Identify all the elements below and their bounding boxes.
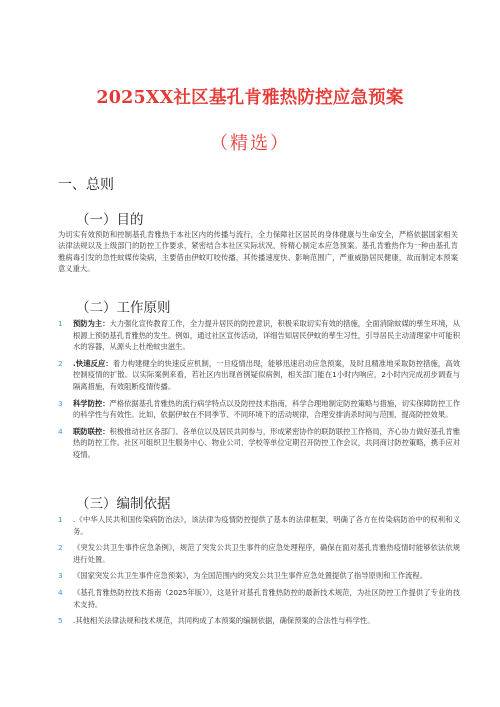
- list-number: 2: [58, 543, 63, 553]
- list-text: 大力强化宣传教育工作，全力提升居民的防控意识，积极采取切实有效的措施，全面消除蚊媒的孳生环境，从根源上预防基孔肯雅热的发生。例如，通过社区宣传活动，详细告知居民伊蚊的孳生习性，引导居民主动清理家中可能积水的容器，从源头上杜绝蚊虫滋生。: [73, 319, 461, 352]
- list-item: [58, 542, 460, 565]
- list-item: [58, 426, 460, 461]
- basis-list: [58, 514, 460, 632]
- list-number: 4: [58, 587, 63, 597]
- subheading-purpose: （一）目的: [76, 212, 144, 228]
- list-item: [58, 398, 460, 421]
- list-item: [58, 514, 460, 537]
- list-number: 4: [58, 426, 63, 436]
- list-number: 3: [58, 398, 63, 408]
- list-text: 《基孔肯雅热防控技术指南（2025年版）》，这是针对基孔肯雅热防控的最新技术规范，为社区防控工作提供了专业的技术支持。: [73, 587, 460, 609]
- subheading-principles: （二）工作原则: [76, 300, 171, 316]
- list-text: 着力构建健全的快速反应机制，一旦疫情出现，能够迅速启动应急预案，及时且精准地采取防控措施，高效控制疫情的扩散。以实际案例来看，若社区内出现首例疑似病例，相关部门能在1小时内响应，2小时内完成初步调查与隔离措施，有效阻断疫情传播。: [73, 358, 460, 391]
- list-number: 3: [58, 571, 63, 581]
- list-term: 科学防控：: [73, 398, 110, 408]
- document-subtitle: （精选）: [210, 133, 290, 154]
- list-number: 1: [58, 319, 63, 328]
- list-text: 严格依据基孔肯雅热的流行病学特点以及防控技术指南，科学合理地制定防控策略与措施，切实保障防控工作的科学性与有效性。比如，依据伊蚊在不同季节、不同环境下的活动规律，合理安排消杀时间与范围，提高防控效果。: [73, 398, 461, 420]
- list-item: [58, 615, 460, 627]
- purpose-paragraph: 为切实有效预防和控制基孔肯雅热于本社区内的传播与流行，全力保障社区居民的身体健康与生命安全，严格依据国家相关法律法规以及上级部门的防控工作要求，紧密结合本社区实际状况，特精心制定本应急预案。基孔肯雅热作为一种由基孔肯雅病毒引发的急性蚊媒传染病，主要借由伊蚊叮咬传播，其传播速度快、影响范围广，严重威胁居民健康，故而制定本预案意义重大。: [58, 230, 458, 274]
- list-item: [58, 570, 460, 582]
- subheading-basis: （三）编制依据: [76, 496, 171, 512]
- list-text: 《突发公共卫生事件应急条例》，规范了突发公共卫生事件的应急处理程序，确保在面对基孔肯雅热疫情时能够依法依规进行处置。: [73, 543, 460, 564]
- list-text: 积极推动社区各部门、各单位以及居民共同参与，形成紧密协作的联防联控工作格局，齐心协力做好基孔肯雅热的防控工作。社区可组织卫生服务中心、物业公司、学校等单位定期召开防控工作会议，共同商讨防控策略，携手应对疫情。: [73, 426, 461, 459]
- list-item: [58, 587, 460, 610]
- list-term: 联防联控：: [73, 426, 110, 436]
- list-term: .快速反应：: [73, 358, 113, 368]
- list-number: 2: [58, 358, 63, 368]
- list-item: [58, 318, 460, 353]
- list-number: 1: [58, 515, 63, 524]
- list-number: 5: [58, 616, 63, 626]
- principles-list: [58, 318, 460, 466]
- document-title: 2025XX社区基孔肯雅热防控应急预案: [96, 88, 404, 108]
- list-text: .《中华人民共和国传染病防治法》，该法律为疫情防控提供了基本的法律框架，明确了各方在传染病防治中的权利和义务。: [73, 515, 460, 536]
- section-heading-general: 一、总则: [58, 177, 114, 193]
- list-term: 预防为主：: [73, 319, 110, 328]
- list-text: 《国家突发公共卫生事件应急预案》，为全国范围内的突发公共卫生事件应急处置提供了指导原则和工作流程。: [73, 571, 427, 581]
- list-text: .其他相关法律法规和技术规范，共同构成了本预案的编制依据，确保预案的合法性与科学性。: [73, 616, 375, 626]
- list-item: [58, 358, 460, 393]
